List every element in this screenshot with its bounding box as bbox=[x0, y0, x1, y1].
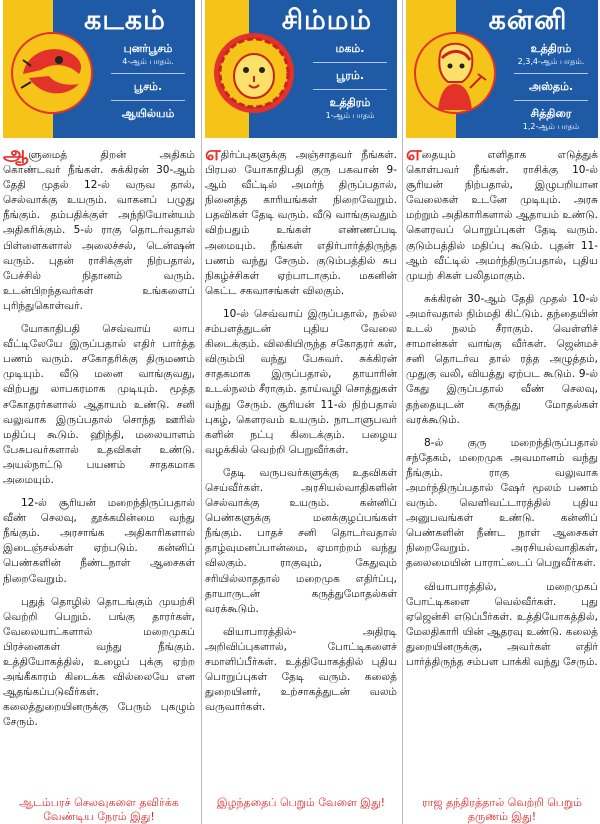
star-pada: 1,2-ஆம் பாதம் bbox=[522, 122, 580, 131]
drop-cap: ஆ bbox=[3, 141, 29, 165]
prediction-text bbox=[406, 141, 598, 678]
paragraph: யோகாதிபதி செவ்வாய் லாப வீட்டிலேயே இருப்பதால் எதிர் பார்த்த பணம் வரும். சகோதரிக்கு திருமணம் முடியும். வீடு மனை வாங்குவது, விற்பது லாபகரமாக முடியும். மூத்த சகோதரர்களால் ஆதாயம் உண்டு. சனி வலுவாக இருப்பதால் சொந்த ஊரில் மதிப்பு கூடும். ஹிந்தி, மலையாளம் பேசுபவர்களால் உதவிகள் உண்டு. அயல்நாட்டு பயணம் சாதகமாக அமையும். bbox=[3, 323, 195, 486]
paragraph bbox=[205, 141, 397, 299]
sign-header bbox=[406, 0, 598, 138]
star-name: ஆயில்யம் bbox=[121, 107, 175, 120]
paragraph: வியாபாரத்தில், மறைமுகப் போட்டிகளை வெல்வீர்கள். புது ஏஜென்சி எடுப்பீர்கள். உத்தியோகத்தில், மேலதிகாரி யின் ஆதரவு உண்டு. கலைத் துறையினருக்கு, அவர்கள் எதிர் பார்த்திருந்த சம்பள பாக்கி வந்து சேரும். bbox=[406, 580, 598, 668]
star-separator bbox=[111, 100, 185, 101]
star-separator bbox=[111, 73, 185, 74]
star-name: உத்திரம் bbox=[530, 42, 572, 55]
star-list bbox=[508, 42, 594, 138]
paragraph: 8-ல் குரு மறைந்திருப்பதால் சந்தேகம், மறைமுக அவமானம் வந்து நீங்கும். ராகு வலுவாக அமர்ந்திருப்பதால் ஷேர் மூலம் பணம் வரும். வெளிவட்டாரத்தில் புதிய அனுபவங்கள் உண்டு. கன்னிப் பெண்களின் நீண்ட நாள் ஆசைகள் நிறைவேறும். அரசியல்வாதிகள், தலைமையின் பாராட்டைப் பெறுவீர்கள். bbox=[406, 436, 598, 570]
prediction-text bbox=[3, 141, 195, 738]
star-list bbox=[105, 42, 191, 121]
star-name: மகம். bbox=[335, 42, 365, 55]
maiden-icon bbox=[412, 30, 498, 116]
footer-tagline: ராஜ தந்திரத்தால் வெற்றி பெறும் தருணம் இது! bbox=[421, 796, 583, 823]
paragraph: 12-ல் சூரியன் மறைந்திருப்பதால் வீண் செலவு, தூக்கமின்மை வந்து நீங்கும். அரசாங்க அதிகாரிகளால் இடைஞ்சல்கள் ஏற்படும். கன்னிப் பெண்களின் நீண்டநாள் ஆசைகள் நிறைவேறும். bbox=[3, 497, 195, 585]
footer-tagline: இழந்ததைப் பெறும் வேளை இது! bbox=[216, 796, 386, 809]
star-separator bbox=[313, 62, 387, 63]
sign-title: கடகம் bbox=[84, 5, 166, 36]
star-pada: 4-ஆம் பாதம். bbox=[122, 57, 174, 66]
paragraph bbox=[406, 141, 598, 284]
paragraph: புதுத் தொழில் தொடங்கும் முயற்சி வெற்றி பெறும். பங்கு தாரர்கள், வேலையாட்களால் மறைமுகப் பிரச்னைகள் வந்து நீங்கும். உத்தியோகத்தில், உழைப் புக்கு ஏற்ற அங்கீகாரம் கிடைக்க வில்லையே என ஆதங்கப்படுவீர்கள். கலைத்துறையினருக்கு பேரும் புகழும் சேரும். bbox=[3, 595, 195, 729]
paragraph bbox=[3, 141, 195, 314]
column-simmam bbox=[205, 0, 397, 824]
column-divider bbox=[402, 0, 403, 824]
star-name: புனர்பூசம் bbox=[123, 42, 173, 55]
paragraph-text: தையும் எளிதாக எடுத்துக் கொள்பவர் நீங்கள். ராசிக்கு 10-ல் சூரியன் நிற்பதால், இழுபறியான வேலைகள் உடனே முடியும். அரசு மற்றும் அதிகாரிகளால் ஆதாயம் உண்டு. கௌரவப் பொறுப்புகள் தேடி வரும். குடும்பத்தில் மதிப்பு கூடும். புதன் 11-ஆம் வீட்டில் அமர்ந்திருப்பதால், புதிய முயற் சிகள் பலிதமாகும். bbox=[406, 149, 598, 282]
sign-title: சிம்மம் bbox=[281, 5, 373, 36]
sign-header bbox=[205, 0, 397, 138]
prediction-text bbox=[205, 141, 397, 723]
star-name: உத்திரம் bbox=[329, 96, 371, 109]
column-divider bbox=[201, 0, 202, 824]
column-kanni bbox=[406, 0, 598, 824]
paragraph: வியாபாரத்தில்- அதிரடி அறிவிப்புகளால், போட்டிகளைச் சமாளிப்பீர்கள். உத்தியோகத்தில் புதிய பொறுப்புகள் தேடி வரும். கலைத் துறையினர், உற்சாகத்துடன் வலம் வருவார்கள். bbox=[205, 625, 397, 714]
lion-icon bbox=[211, 30, 297, 116]
star-name: பூரம். bbox=[335, 69, 364, 82]
sign-title: கன்னி bbox=[488, 5, 568, 36]
star-separator bbox=[514, 73, 588, 74]
crab-icon bbox=[9, 30, 95, 116]
paragraph: தேடி வருபவர்களுக்கு உதவிகள் செய்வீர்கள். அரசியல்வாதிகளின் செல்வாக்கு உயரும். கன்னிப் பெண்களுக்கு மனக்குழப்பங்கள் நீங்கும். பாதச் சனி தொடர்வதால் தாழ்வுமனப்பான்மை, ஏமாற்றம் வந்து விலகும். ராகுவும், கேதுவும் சரியில்லாததால் மறைமுக எதிர்ப்பு, தாயாருடன் கருத்துமோதல்கள் வரக்கூடும். bbox=[205, 466, 397, 615]
star-name: சித்திரை bbox=[530, 107, 572, 120]
footer-tagline: ஆடம்பரச் செலவுகளை தவிர்க்க வேண்டிய நேரம் இது! bbox=[19, 796, 179, 823]
star-name: பூசம். bbox=[133, 80, 163, 93]
star-pada: 2,3,4-ஆம் பாதம். bbox=[517, 57, 585, 66]
drop-cap: எ bbox=[406, 141, 422, 165]
sign-header bbox=[3, 0, 195, 138]
star-list bbox=[307, 42, 393, 127]
paragraph: 10-ல் செவ்வாய் இருப்பதால், நல்ல சம்பளத்துடன் புதிய வேலை கிடைக்கும். விலகியிருந்த சகோதரர் கள், விரும்பி வந்து பேசுவர். சுக்கிரன் சாதகமாக இருப்பதால், தாயாரின் உடல்நலம் சீராகும். தாய்வழி சொத்துகள் வந்து சேரும். சூரியன் 11-ல் நிற்பதால் புகழ், கௌரவம் உயரும். நாடாளுபவர் களின் நட்பு கிடைக்கும். பழைய வழக்கில் வெற்றி பெறுவீர்கள். bbox=[205, 307, 397, 456]
paragraph: சுக்கிரன் 30-ஆம் தேதி முதல் 10-ல் அமர்வதால் நிம்மதி கிட்டும். தந்தையின் உடல் நலம் சீராகும். வெள்ளிச் சாமான்கள் வாங்கு வீர்கள். ஜென்மச் சனி தொடர்வ தால் ரத்த அழுத்தம், முதுகு வலி, வியத்து ஏற்பட கூடும். 9-ல் கேது இருப்பதால் வீண் செலவு, தந்தையுடன் கருத்து மோதல்கள் வரக்கூடும். bbox=[406, 292, 598, 426]
star-name: அஸ்தம். bbox=[528, 80, 574, 93]
star-separator bbox=[514, 100, 588, 101]
column-kadagam bbox=[3, 0, 195, 824]
paragraph-text: ளுமைத் திறன் அதிகம் கொண்டவர் நீங்கள். சுக்கிரன் 30-ஆம் தேதி முதல் 12-ல் வருவ தால், செல்வாக்கு உயரும். வாகனப் பழுது நீங்கும். தம்பதிக்குள் அந்நியோன்யம் அதிகரிக்கும். 5-ல் ராகு தொடர்வதால் பிள்ளைகளால் அலைச்சல், டென்ஷன் வரும். புதன் ராசிக்குள் நிற்பதால், பேச்சில் நிதானம் வரும். உடன்பிறந்தவர்கள் உங்களைப் புரிந்துகொள்வர். bbox=[3, 149, 195, 312]
drop-cap: எ bbox=[205, 141, 221, 165]
paragraph-text: திர்ப்புகளுக்கு அஞ்சாதவர் நீங்கள். பிரபல யோகாதிபதி குரு பகவான் 9-ஆம் வீட்டில் அமர்ந் திருப்பதால், நினைத்த காரியங்கள் நிறைவேறும். பதவிகள் தேடி வரும். வீடு வாங்குவதும் விற்பதும் உங்கள் எண்ணப்படி அமையும். நீங்கள் எதிர்பார்த்திருந்த பணம் வந்து சேரும். குடும்பத்தில் சுப நிகழ்ச்சிகள் ஏற்பாடாகும். மகனின் கெட்ட சகவாசங்கள் விலகும். bbox=[205, 149, 397, 297]
star-separator bbox=[313, 89, 387, 90]
star-pada: 1-ஆம் பாதம் bbox=[325, 111, 375, 120]
